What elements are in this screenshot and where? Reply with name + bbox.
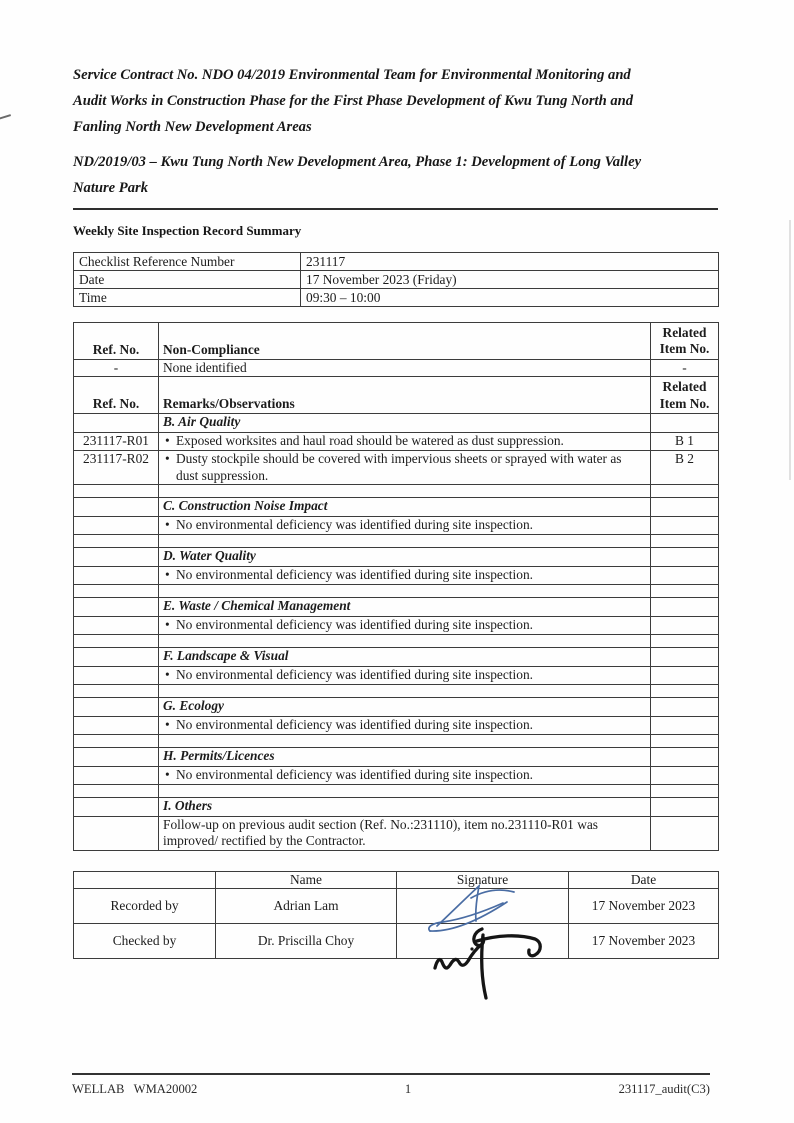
observation-row [74,567,719,585]
text-cell: • Dusty stockpile should be covered with impervious sheets or sprayed with water as dust suppression. [159,451,651,485]
project-title [73,149,718,201]
observation-row [74,717,719,735]
section-title: I. Others [159,798,651,817]
section-title: B. Air Quality [159,414,651,433]
none-identified-row [74,360,719,377]
page-footer [72,1073,710,1097]
empty-header-cell [74,871,216,888]
spacer-row [74,485,719,498]
related-line1: Related [662,378,707,394]
info-value: 09:30 – 10:00 [301,289,719,307]
col-header-ref: Ref. No. [74,323,159,360]
observation-row [74,517,719,535]
spacer-row [74,785,719,798]
checklist-info-table [73,252,719,307]
col-header-ref: Ref. No. [74,377,159,414]
role-cell: Checked by [74,923,216,958]
scan-artifact-mark [0,114,11,120]
related-cell: B 1 [651,433,719,451]
table-row [74,289,719,307]
spacer-row [74,735,719,748]
name-cell: Dr. Priscilla Choy [216,923,397,958]
section-title: G. Ecology [159,698,651,717]
section-row-waste [74,598,719,617]
role-cell: Recorded by [74,888,216,923]
observation-row [74,667,719,685]
document-page [73,0,718,959]
footer-file-ref: 231117_audit(C3) [618,1082,710,1096]
text-cell: • Exposed worksites and haul road should be watered as dust suppression. [159,433,651,451]
spacer-row [74,535,719,548]
col-header-name: Name [216,871,397,888]
remarks-header-row [74,377,719,414]
info-value: 17 November 2023 (Friday) [301,271,719,289]
checked-by-row [74,923,719,958]
table-row [74,271,719,289]
date-cell: 17 November 2023 [569,923,719,958]
project-title-line: Nature Park [73,180,148,196]
section-row-permits [74,748,719,767]
project-title-line: ND/2019/03 – Kwu Tung North New Development Area, Phase 1: Development of Long Valley [73,154,642,170]
info-value: 231117 [301,253,719,271]
text-cell: • No environmental deficiency was identified during site inspection. [159,767,651,785]
footer-lab-ref: WELLAB WMA20002 [72,1082,198,1096]
priscilla-choy-signature-icon [427,922,547,1000]
observation-row [74,451,719,485]
table-row [74,253,719,271]
spacer-row [74,685,719,698]
text-cell: • No environmental deficiency was identified during site inspection. [159,617,651,635]
section-title: D. Water Quality [159,548,651,567]
related-line1: Related [662,324,707,340]
name-cell: Adrian Lam [216,888,397,923]
header-divider [73,208,718,210]
related-line2: Item No. [659,341,710,357]
section-title: E. Waste / Chemical Management [159,598,651,617]
section-title: H. Permits/Licences [159,748,651,767]
date-cell: 17 November 2023 [569,888,719,923]
col-header-date: Date [569,871,719,888]
scan-artifact-streak [789,220,791,480]
spacer-row [74,635,719,648]
section-row-landscape [74,648,719,667]
section-title: F. Landscape & Visual [159,648,651,667]
document-title: Weekly Site Inspection Record Summary [73,223,302,238]
followup-note: Follow-up on previous audit section (Ref. No.:231110), item no.231110-R01 was improved/ rectified by the Contractor. [159,817,651,851]
info-label: Date [74,271,301,289]
signature-header-row [74,871,719,888]
noncompliance-header-row [74,323,719,360]
info-label: Checklist Reference Number [74,253,301,271]
section-row-noise [74,498,719,517]
contract-title-line: Service Contract No. NDO 04/2019 Environmental Team for Environmental Monitoring and [73,67,631,83]
ref-cell: - [74,360,159,377]
text-cell: • No environmental deficiency was identified during site inspection. [159,667,651,685]
ref-cell: 231117-R01 [74,433,159,451]
col-header-signature: Signature [397,871,569,888]
observation-row [74,767,719,785]
related-line2: Item No. [659,395,710,411]
text-cell: • No environmental deficiency was identified during site inspection. [159,517,651,535]
signature-cell [397,888,569,923]
observation-row [74,617,719,635]
related-cell [651,414,719,433]
col-header-related [651,377,719,414]
ref-cell: 231117-R02 [74,451,159,485]
info-label: Time [74,289,301,307]
related-cell: - [651,360,719,377]
section-row-others [74,798,719,817]
section-title: C. Construction Noise Impact [159,498,651,517]
text-cell: • No environmental deficiency was identified during site inspection. [159,567,651,585]
col-header-noncompliance: Non-Compliance [159,323,651,360]
observation-row [74,433,719,451]
followup-row [74,817,719,851]
contract-title [73,62,718,140]
col-header-related [651,323,719,360]
spacer-row [74,585,719,598]
signature-table [73,871,719,959]
section-row-air-quality [74,414,719,433]
signature-cell [397,923,569,958]
ref-cell [74,414,159,433]
contract-title-line: Fanling North New Development Areas [73,119,312,135]
recorded-by-row [74,888,719,923]
section-row-water [74,548,719,567]
text-cell: None identified [159,360,651,377]
contract-title-line: Audit Works in Construction Phase for the First Phase Development of Kwu Tung North and [73,93,634,109]
section-row-ecology [74,698,719,717]
page-number: 1 [404,1082,412,1096]
inspection-table [73,322,719,851]
related-cell: B 2 [651,451,719,485]
col-header-remarks: Remarks/Observations [159,377,651,414]
text-cell: • No environmental deficiency was identified during site inspection. [159,717,651,735]
